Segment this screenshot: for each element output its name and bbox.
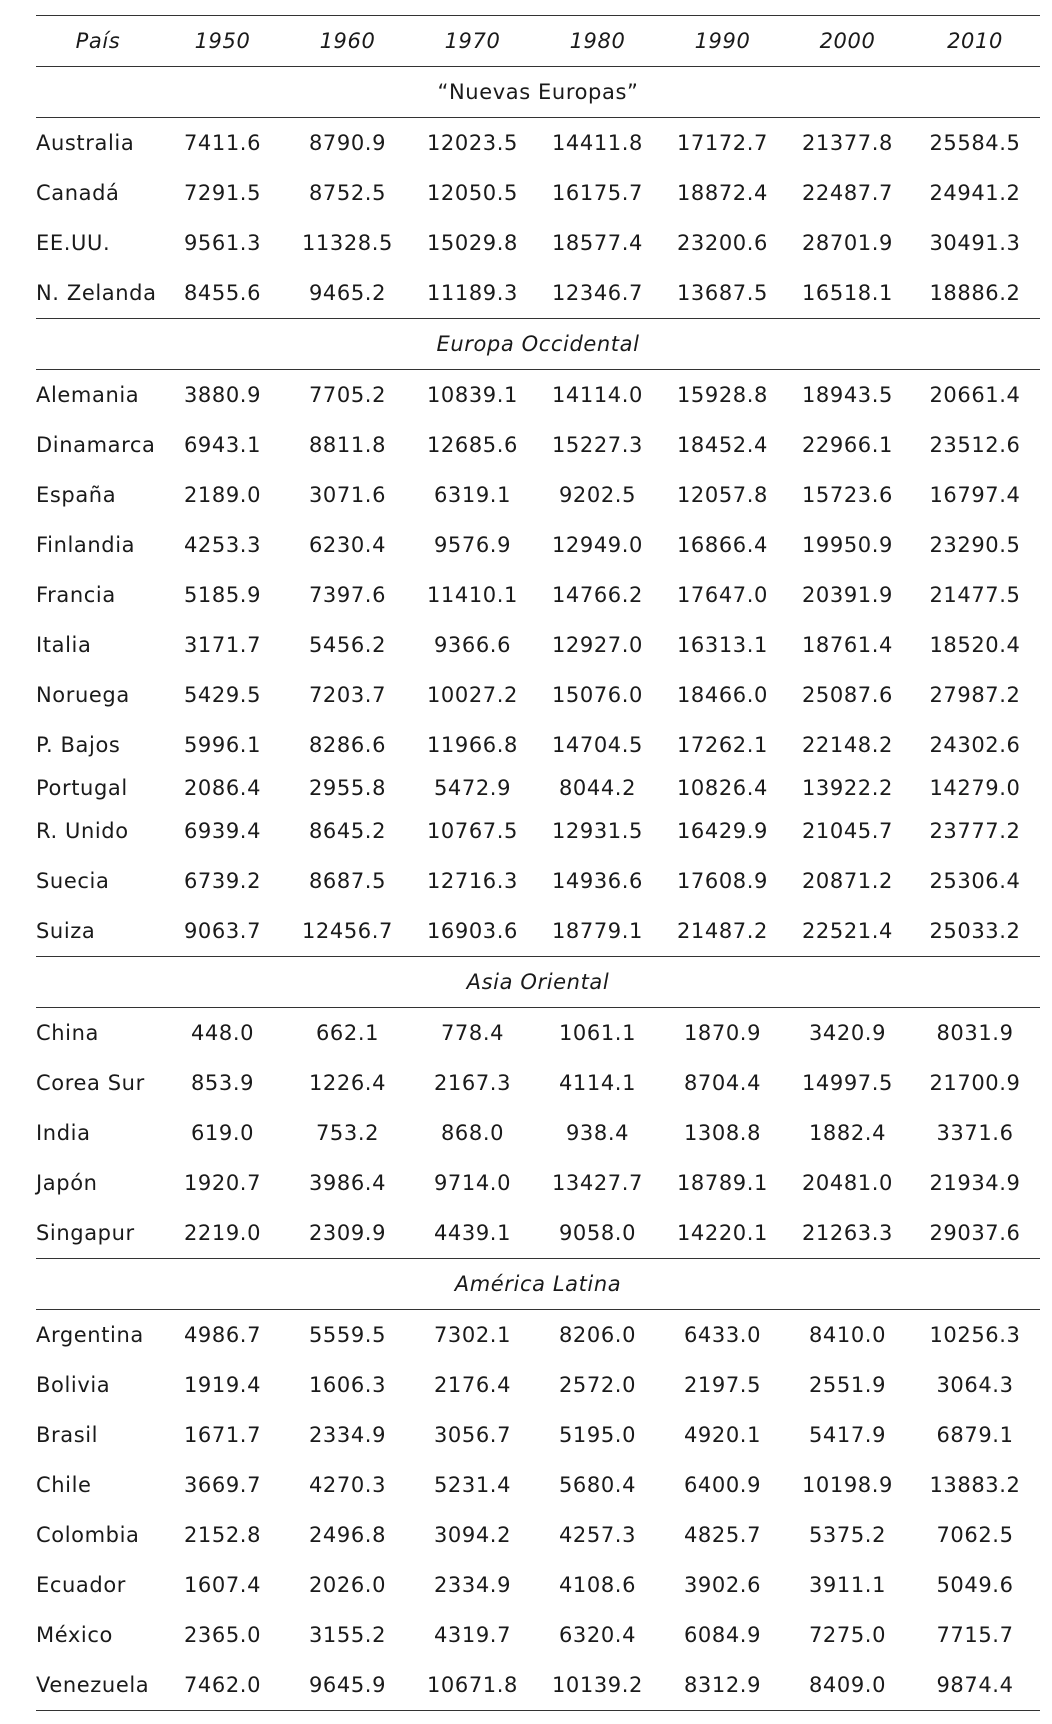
value-cell: 17172.7 (676, 131, 769, 155)
value-cell: 10256.3 (929, 1323, 1021, 1347)
value-cell: 753.2 (315, 1121, 380, 1145)
value-cell: 7275.0 (808, 1623, 887, 1647)
value-cell: 12346.7 (551, 281, 644, 305)
value-cell: 9465.2 (308, 281, 387, 305)
value-cell: 10139.2 (535, 1660, 660, 1711)
value-cell: 18779.1 (551, 919, 644, 943)
value-cell: 1919.4 (183, 1373, 262, 1397)
value-cell: 4253.3 (183, 533, 262, 557)
value-cell: 8286.6 (308, 733, 387, 757)
table-row (36, 620, 1040, 670)
value-cell: 8409.0 (785, 1660, 910, 1711)
section-header-row (36, 67, 1040, 118)
value-cell: 8031.9 (936, 1021, 1014, 1045)
value-cell: 20661.4 (929, 383, 1021, 407)
value-cell: 10767.5 (426, 819, 519, 843)
value-cell: 6230.4 (308, 533, 387, 557)
value-cell: 7462.0 (160, 1660, 285, 1711)
value-cell: 3094.2 (433, 1523, 512, 1547)
value-cell: 9202.5 (558, 483, 637, 507)
value-cell: 6400.9 (683, 1473, 762, 1497)
value-cell: 5996.1 (183, 733, 262, 757)
value-cell: 16175.7 (551, 181, 644, 205)
table-row (36, 470, 1040, 520)
value-cell: 3880.9 (183, 383, 262, 407)
value-cell: 5185.9 (183, 583, 262, 607)
value-cell: 2334.9 (433, 1573, 512, 1597)
value-cell: 868.0 (440, 1121, 505, 1145)
value-cell: 15076.0 (551, 683, 644, 707)
column-header-country: País (36, 16, 160, 67)
section-title: Asia Oriental (36, 957, 1040, 1008)
value-cell: 1870.9 (683, 1021, 762, 1045)
table-row (36, 1310, 1040, 1361)
value-cell: 8312.9 (660, 1660, 785, 1711)
table-row (36, 1460, 1040, 1510)
table-row (36, 118, 1040, 169)
value-cell: 21477.5 (929, 583, 1021, 607)
value-cell: 4257.3 (558, 1523, 637, 1547)
value-cell: 18466.0 (676, 683, 769, 707)
country-cell: Suiza (36, 919, 96, 943)
value-cell: 1920.7 (183, 1171, 262, 1195)
value-cell: 11189.3 (426, 281, 519, 305)
country-cell: Italia (36, 633, 92, 657)
value-cell: 16797.4 (929, 483, 1021, 507)
value-cell: 20871.2 (801, 869, 894, 893)
value-cell: 16903.6 (426, 919, 519, 943)
value-cell: 12050.5 (426, 181, 519, 205)
section-title: “Nuevas Europas” (36, 67, 1040, 118)
country-cell: Canadá (36, 181, 120, 205)
value-cell: 28701.9 (801, 231, 894, 255)
header-row (36, 16, 1040, 67)
value-cell: 5375.2 (808, 1523, 887, 1547)
value-cell: 24941.2 (929, 181, 1021, 205)
table-row (36, 370, 1040, 421)
country-cell: Japón (36, 1171, 98, 1195)
value-cell: 2026.0 (308, 1573, 387, 1597)
value-cell: 3986.4 (308, 1171, 387, 1195)
value-cell: 7302.1 (433, 1323, 512, 1347)
value-cell: 12716.3 (426, 869, 519, 893)
table-row (36, 1058, 1040, 1108)
value-cell: 2572.0 (558, 1373, 637, 1397)
value-cell: 448.0 (190, 1021, 255, 1045)
value-cell: 4920.1 (683, 1423, 762, 1447)
value-cell: 18761.4 (801, 633, 894, 657)
value-cell: 11410.1 (426, 583, 519, 607)
value-cell: 24302.6 (929, 733, 1021, 757)
value-cell: 16518.1 (801, 281, 894, 305)
gdp-table (36, 15, 1040, 1711)
value-cell: 10198.9 (801, 1473, 894, 1497)
country-cell: España (36, 483, 117, 507)
value-cell: 8645.2 (308, 819, 387, 843)
value-cell: 662.1 (315, 1021, 380, 1045)
value-cell: 5456.2 (308, 633, 387, 657)
table-row (36, 1360, 1040, 1410)
value-cell: 25584.5 (929, 131, 1021, 155)
value-cell: 14411.8 (551, 131, 644, 155)
column-header-year: 1950 (160, 16, 285, 67)
value-cell: 27987.2 (929, 683, 1021, 707)
value-cell: 6319.1 (433, 483, 512, 507)
value-cell: 5429.5 (183, 683, 262, 707)
value-cell: 9063.7 (183, 919, 262, 943)
value-cell: 2197.5 (683, 1373, 762, 1397)
value-cell: 4986.7 (183, 1323, 262, 1347)
value-cell: 2167.3 (433, 1071, 512, 1095)
value-cell: 12456.7 (301, 919, 394, 943)
value-cell: 7203.7 (308, 683, 387, 707)
section-header-row (36, 1259, 1040, 1310)
table-row (36, 1410, 1040, 1460)
value-cell: 6739.2 (183, 869, 262, 893)
value-cell: 7715.7 (936, 1623, 1014, 1647)
table-row (36, 1660, 1040, 1711)
table-row (36, 770, 1040, 806)
column-header-year: 1970 (410, 16, 535, 67)
value-cell: 2955.8 (308, 776, 387, 800)
value-cell: 21934.9 (929, 1171, 1021, 1195)
country-cell: Singapur (36, 1221, 135, 1245)
value-cell: 8044.2 (558, 776, 637, 800)
value-cell: 3071.6 (308, 483, 387, 507)
value-cell: 1606.3 (308, 1373, 387, 1397)
value-cell: 16313.1 (676, 633, 769, 657)
country-cell: R. Unido (36, 819, 129, 843)
value-cell: 3902.6 (683, 1573, 762, 1597)
value-cell: 14936.6 (551, 869, 644, 893)
value-cell: 2219.0 (183, 1221, 262, 1245)
table-row (36, 1610, 1040, 1660)
country-cell: India (36, 1121, 91, 1145)
country-cell: EE.UU. (36, 231, 111, 255)
country-cell: Venezuela (36, 1660, 160, 1711)
value-cell: 5472.9 (433, 776, 512, 800)
country-cell: Alemania (36, 383, 140, 407)
value-cell: 2334.9 (308, 1423, 387, 1447)
table-header (36, 16, 1040, 67)
value-cell: 12023.5 (426, 131, 519, 155)
value-cell: 2086.4 (183, 776, 262, 800)
value-cell: 18943.5 (801, 383, 894, 407)
value-cell: 2551.9 (808, 1373, 887, 1397)
value-cell: 9874.4 (910, 1660, 1040, 1711)
value-cell: 4319.7 (433, 1623, 512, 1647)
value-cell: 22966.1 (801, 433, 894, 457)
table-row (36, 570, 1040, 620)
column-header-year: 1990 (660, 16, 785, 67)
value-cell: 3171.7 (183, 633, 262, 657)
country-cell: P. Bajos (36, 733, 121, 757)
value-cell: 5231.4 (433, 1473, 512, 1497)
value-cell: 2309.9 (308, 1221, 387, 1245)
value-cell: 21263.3 (801, 1221, 894, 1245)
value-cell: 619.0 (190, 1121, 255, 1145)
value-cell: 5195.0 (558, 1423, 637, 1447)
value-cell: 15227.3 (551, 433, 644, 457)
table-row (36, 168, 1040, 218)
value-cell: 4114.1 (558, 1071, 637, 1095)
value-cell: 12685.6 (426, 433, 519, 457)
value-cell: 12927.0 (551, 633, 644, 657)
value-cell: 7062.5 (936, 1523, 1014, 1547)
country-cell: Colombia (36, 1523, 140, 1547)
value-cell: 14704.5 (551, 733, 644, 757)
value-cell: 21487.2 (676, 919, 769, 943)
table-row (36, 520, 1040, 570)
section-header-row (36, 957, 1040, 1008)
value-cell: 22148.2 (801, 733, 894, 757)
value-cell: 8790.9 (308, 131, 387, 155)
value-cell: 4108.6 (558, 1573, 637, 1597)
value-cell: 23200.6 (676, 231, 769, 255)
table-body (36, 67, 1040, 1711)
value-cell: 12057.8 (676, 483, 769, 507)
country-cell: Finlandia (36, 533, 136, 557)
value-cell: 1607.4 (183, 1573, 262, 1597)
section-title: Europa Occidental (36, 319, 1040, 370)
value-cell: 13922.2 (801, 776, 894, 800)
value-cell: 3056.7 (433, 1423, 512, 1447)
value-cell: 9058.0 (558, 1221, 637, 1245)
value-cell: 8704.4 (683, 1071, 762, 1095)
country-cell: China (36, 1021, 99, 1045)
value-cell: 6939.4 (183, 819, 262, 843)
value-cell: 2152.8 (183, 1523, 262, 1547)
value-cell: 17647.0 (676, 583, 769, 607)
value-cell: 15928.8 (676, 383, 769, 407)
value-cell: 13427.7 (551, 1171, 644, 1195)
value-cell: 21377.8 (801, 131, 894, 155)
table-row (36, 1158, 1040, 1208)
table-row (36, 906, 1040, 957)
table-row (36, 218, 1040, 268)
value-cell: 853.9 (190, 1071, 255, 1095)
value-cell: 6943.1 (183, 433, 262, 457)
value-cell: 6320.4 (558, 1623, 637, 1647)
country-cell: Argentina (36, 1323, 144, 1347)
value-cell: 1226.4 (308, 1071, 387, 1095)
value-cell: 8410.0 (808, 1323, 887, 1347)
value-cell: 22521.4 (801, 919, 894, 943)
table-row (36, 856, 1040, 906)
value-cell: 25033.2 (929, 919, 1021, 943)
value-cell: 3420.9 (808, 1021, 887, 1045)
value-cell: 8752.5 (308, 181, 387, 205)
column-header-year: 2000 (785, 16, 910, 67)
table-row (36, 806, 1040, 856)
value-cell: 2176.4 (433, 1373, 512, 1397)
value-cell: 13687.5 (676, 281, 769, 305)
country-cell: Chile (36, 1473, 92, 1497)
country-cell: Australia (36, 131, 135, 155)
value-cell: 11966.8 (426, 733, 519, 757)
value-cell: 17262.1 (676, 733, 769, 757)
value-cell: 9561.3 (183, 231, 262, 255)
value-cell: 13883.2 (929, 1473, 1021, 1497)
value-cell: 18452.4 (676, 433, 769, 457)
country-cell: Ecuador (36, 1573, 127, 1597)
value-cell: 10826.4 (676, 776, 769, 800)
value-cell: 14279.0 (929, 776, 1021, 800)
table-row (36, 420, 1040, 470)
value-cell: 25306.4 (929, 869, 1021, 893)
value-cell: 14766.2 (551, 583, 644, 607)
value-cell: 18789.1 (676, 1171, 769, 1195)
column-header-year: 2010 (910, 16, 1040, 67)
value-cell: 5049.6 (936, 1573, 1014, 1597)
value-cell: 9714.0 (433, 1171, 512, 1195)
value-cell: 4439.1 (433, 1221, 512, 1245)
value-cell: 3911.1 (808, 1573, 887, 1597)
country-cell: Corea Sur (36, 1071, 145, 1095)
value-cell: 14114.0 (551, 383, 644, 407)
country-cell: Dinamarca (36, 433, 156, 457)
country-cell: Noruega (36, 683, 130, 707)
value-cell: 12931.5 (551, 819, 644, 843)
value-cell: 18886.2 (929, 281, 1021, 305)
value-cell: 22487.7 (801, 181, 894, 205)
column-header-year: 1960 (285, 16, 410, 67)
value-cell: 4270.3 (308, 1473, 387, 1497)
value-cell: 3371.6 (936, 1121, 1014, 1145)
value-cell: 23777.2 (929, 819, 1021, 843)
value-cell: 20391.9 (801, 583, 894, 607)
value-cell: 10839.1 (426, 383, 519, 407)
value-cell: 12949.0 (551, 533, 644, 557)
country-cell: Brasil (36, 1423, 99, 1447)
value-cell: 7705.2 (308, 383, 387, 407)
value-cell: 778.4 (440, 1021, 505, 1045)
value-cell: 14997.5 (801, 1071, 894, 1095)
value-cell: 5680.4 (558, 1473, 637, 1497)
column-header-year: 1980 (535, 16, 660, 67)
value-cell: 15029.8 (426, 231, 519, 255)
value-cell: 14220.1 (676, 1221, 769, 1245)
table-row (36, 1560, 1040, 1610)
value-cell: 2365.0 (183, 1623, 262, 1647)
value-cell: 15723.6 (801, 483, 894, 507)
table-row (36, 1510, 1040, 1560)
value-cell: 938.4 (565, 1121, 630, 1145)
value-cell: 2189.0 (183, 483, 262, 507)
value-cell: 18520.4 (929, 633, 1021, 657)
value-cell: 8811.8 (308, 433, 387, 457)
value-cell: 9645.9 (285, 1660, 410, 1711)
value-cell: 5417.9 (808, 1423, 887, 1447)
value-cell: 23290.5 (929, 533, 1021, 557)
value-cell: 4825.7 (683, 1523, 762, 1547)
section-header-row (36, 319, 1040, 370)
value-cell: 7411.6 (183, 131, 262, 155)
value-cell: 1882.4 (808, 1121, 887, 1145)
value-cell: 1671.7 (183, 1423, 262, 1447)
table-row (36, 670, 1040, 720)
table-row (36, 1208, 1040, 1259)
value-cell: 18872.4 (676, 181, 769, 205)
value-cell: 10671.8 (410, 1660, 535, 1711)
value-cell: 3064.3 (936, 1373, 1014, 1397)
value-cell: 9366.6 (433, 633, 512, 657)
value-cell: 3669.7 (183, 1473, 262, 1497)
value-cell: 16429.9 (676, 819, 769, 843)
value-cell: 16866.4 (676, 533, 769, 557)
country-cell: México (36, 1623, 113, 1647)
value-cell: 9576.9 (433, 533, 512, 557)
value-cell: 10027.2 (426, 683, 519, 707)
value-cell: 3155.2 (308, 1623, 387, 1647)
value-cell: 6433.0 (683, 1323, 762, 1347)
value-cell: 8206.0 (558, 1323, 637, 1347)
value-cell: 19950.9 (801, 533, 894, 557)
value-cell: 8455.6 (183, 281, 262, 305)
country-cell: Portugal (36, 776, 128, 800)
value-cell: 17608.9 (676, 869, 769, 893)
value-cell: 30491.3 (929, 231, 1021, 255)
value-cell: 20481.0 (801, 1171, 894, 1195)
value-cell: 5559.5 (308, 1323, 387, 1347)
value-cell: 7291.5 (183, 181, 262, 205)
section-title: América Latina (36, 1259, 1040, 1310)
value-cell: 23512.6 (929, 433, 1021, 457)
country-cell: N. Zelanda (36, 281, 157, 305)
value-cell: 6879.1 (936, 1423, 1014, 1447)
value-cell: 8687.5 (308, 869, 387, 893)
table-row (36, 268, 1040, 319)
table-row (36, 720, 1040, 770)
value-cell: 7397.6 (308, 583, 387, 607)
value-cell: 11328.5 (301, 231, 394, 255)
value-cell: 1061.1 (558, 1021, 637, 1045)
value-cell: 18577.4 (551, 231, 644, 255)
table-row (36, 1008, 1040, 1059)
table-row (36, 1108, 1040, 1158)
value-cell: 2496.8 (308, 1523, 387, 1547)
country-cell: Bolivia (36, 1373, 111, 1397)
value-cell: 21700.9 (929, 1071, 1021, 1095)
country-cell: Francia (36, 583, 116, 607)
value-cell: 21045.7 (801, 819, 894, 843)
country-cell: Suecia (36, 869, 110, 893)
value-cell: 1308.8 (683, 1121, 762, 1145)
value-cell: 29037.6 (929, 1221, 1021, 1245)
value-cell: 25087.6 (801, 683, 894, 707)
value-cell: 6084.9 (683, 1623, 762, 1647)
